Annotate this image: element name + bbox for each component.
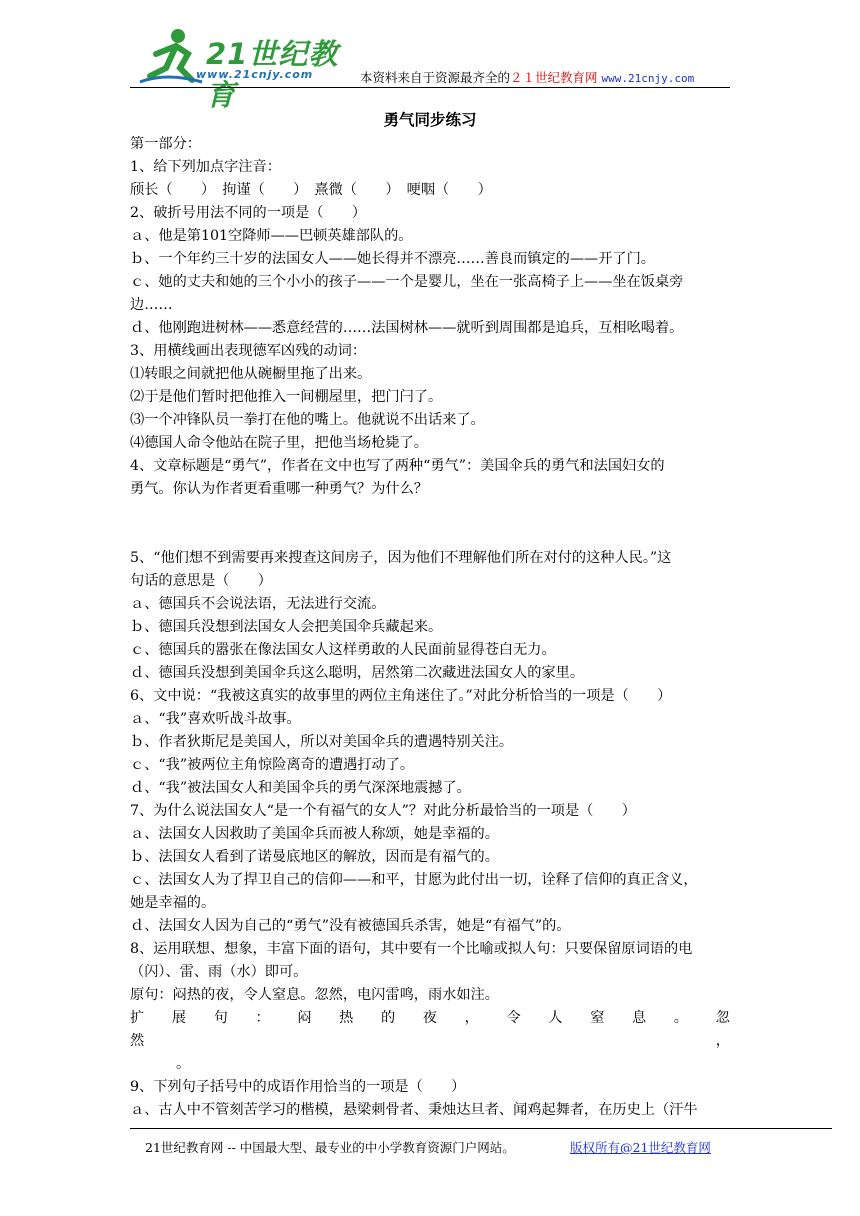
expand-char: 息 <box>631 1010 647 1026</box>
text-line: ｄ、德国兵没想到美国伞兵这么聪明，居然第二次藏进法国女人的家里。 <box>130 665 585 681</box>
text-line: ⑶一个冲锋队员一拳打在他的嘴上。他就说不出话来了。 <box>130 412 485 428</box>
answer-space <box>130 501 730 547</box>
expand-char: 扩 <box>130 1010 145 1026</box>
text-line: ｄ、法国女人因为自己的“勇气”没有被德国兵杀害，她是“有福气”的。 <box>130 918 571 934</box>
text-line: 1、给下列加点字注音： <box>130 159 281 175</box>
text-line: 勇气。你认为作者更看重哪一种勇气？为什么？ <box>130 481 428 497</box>
text-line: ｂ、法国女人看到了诺曼底地区的解放，因而是有福气的。 <box>130 849 499 865</box>
expand-sentence-line <box>130 1030 730 1053</box>
copyright-link[interactable]: 版权所有@21世纪教育网 <box>570 1140 711 1155</box>
text-line: ａ、德国兵不会说法语，无法进行交流。 <box>130 596 386 612</box>
text-line: （闪）、雷、雨（水）即可。 <box>130 964 308 980</box>
text-line: 5、“他们想不到需要再来搜查这间房子，因为他们不理解他们所在对付的这种人民。”这 <box>130 550 672 566</box>
expand-sentence-end: 。 <box>176 1056 191 1072</box>
text-line: ａ、“我”喜欢听战斗故事。 <box>130 711 301 727</box>
header-note <box>360 68 694 86</box>
expand-char: 然 <box>130 1033 145 1049</box>
expand-char: 句 <box>213 1010 228 1026</box>
text-line: 4、文章标题是“勇气”，作者在文中也写了两种“勇气”：美国伞兵的勇气和法国妇女的 <box>130 458 665 474</box>
text-line: ｃ、她的丈夫和她的三个小小的孩子——一个是婴儿，坐在一张高椅子上——坐在饭桌旁 <box>130 274 684 290</box>
expand-char: 忽 <box>715 1010 730 1026</box>
header-site-url[interactable]: www.21cnjy.com <box>601 72 695 85</box>
text-line: ｃ、德国兵的嚣张在像法国女人这样勇敢的人民面前显得苍白无力。 <box>130 642 556 658</box>
text-line: ｂ、德国兵没想到法国女人会把美国伞兵藏起来。 <box>130 619 443 635</box>
text-line: ｂ、作者狄斯尼是美国人，所以对美国伞兵的遭遇特别关注。 <box>130 734 514 750</box>
exercise-body <box>130 133 730 1122</box>
expand-char: 夜 <box>422 1010 437 1026</box>
text-line: 6、文中说：“我被这真实的故事里的两位主角迷住了。”对此分析恰当的一项是（ ） <box>130 688 672 704</box>
logo-url: www.21cnjy.com <box>196 68 314 81</box>
text-line: 7、为什么说法国女人“是一个有福气的女人”？对此分析最恰当的一项是（ ） <box>130 803 636 819</box>
expand-sentence-line <box>130 1007 730 1030</box>
page-title: 勇气同步练习 <box>383 110 477 129</box>
text-line: ａ、法国女人因救助了美国伞兵而被人称颂，她是幸福的。 <box>130 826 499 842</box>
expand-char: 人 <box>548 1010 563 1026</box>
header-note-prefix: 本资料来自于资源最齐全的 <box>360 70 511 85</box>
text-line: ｂ、一个年约三十岁的法国女人——她长得并不漂亮……善良而镇定的——开了门。 <box>130 251 655 267</box>
expand-char: 。 <box>673 1010 688 1026</box>
text-line: ａ、古人中不管刻苦学习的楷模，悬梁刺骨者、秉烛达旦者、闻鸡起舞者，在历史上（汗牛 <box>130 1102 698 1118</box>
expand-char: ， <box>715 1033 730 1049</box>
site-logo[interactable] <box>136 24 346 112</box>
text-line: 她是幸福的。 <box>130 895 216 911</box>
text-line: ⑴转眼之间就把他从碗橱里拖了出来。 <box>130 366 372 382</box>
text-line: 3、用横线画出表现德军凶残的动词： <box>130 343 367 359</box>
text-line: 原句：闷热的夜，令人窒息。忽然，电闪雷鸣，雨水如注。 <box>130 987 499 1003</box>
text-line: 句话的意思是（ ） <box>130 573 272 589</box>
header-divider <box>130 87 730 88</box>
expand-char: 闷 <box>297 1010 312 1026</box>
text-line: 边…… <box>130 297 173 313</box>
expand-char: 窒 <box>590 1010 605 1026</box>
text-line: ｄ、他刚跑进树林——悉意经营的……法国树林——就听到周围都是追兵，互相吆喝着。 <box>130 320 684 336</box>
text-line: ｃ、法国女人为了捍卫自己的信仰——和平，甘愿为此付出一切，诠释了信仰的真正含义， <box>130 872 698 888</box>
text-line: ⑵于是他们暂时把他推入一间棚屋里，把门闩了。 <box>130 389 443 405</box>
footer-divider <box>130 1128 832 1129</box>
text-line: 8、运用联想、想象，丰富下面的语句，其中要有一个比喻或拟人句：只要保留原词语的电 <box>130 941 693 957</box>
logo-text: 21世纪教育 <box>206 37 339 112</box>
text-line: 颀长（ ） 拘谨（ ） 熹微（ ） 哽咽（ ） <box>130 182 492 198</box>
text-line: 9、下列句子括号中的成语作用恰当的一项是（ ） <box>130 1079 466 1095</box>
expand-char: ， <box>464 1010 479 1026</box>
expand-char: ： <box>255 1010 270 1026</box>
footer-text: 21世纪教育网 -- 中国最大型、最专业的中小学教育资源门户网站。 <box>145 1140 515 1155</box>
text-line: ａ、他是第101空降师——巴顿英雄部队的。 <box>130 228 413 244</box>
text-line: 2、破折号用法不同的一项是（ ） <box>130 205 367 221</box>
expand-char: 展 <box>171 1010 187 1026</box>
text-line: 第一部分： <box>130 136 201 152</box>
header-site-name[interactable]: ２１世纪教育网 <box>510 70 598 85</box>
page-header <box>130 18 730 112</box>
expand-char: 的 <box>380 1010 396 1026</box>
text-line: ⑷德国人命令他站在院子里，把他当场枪毙了。 <box>130 435 428 451</box>
expand-char: 令 <box>506 1010 521 1026</box>
expand-char: 热 <box>339 1010 354 1026</box>
text-line: ｄ、“我”被法国女人和美国伞兵的勇气深深地震撼了。 <box>130 780 471 796</box>
text-line: ｃ、“我”被两位主角惊险离奇的遭遇打动了。 <box>130 757 415 773</box>
